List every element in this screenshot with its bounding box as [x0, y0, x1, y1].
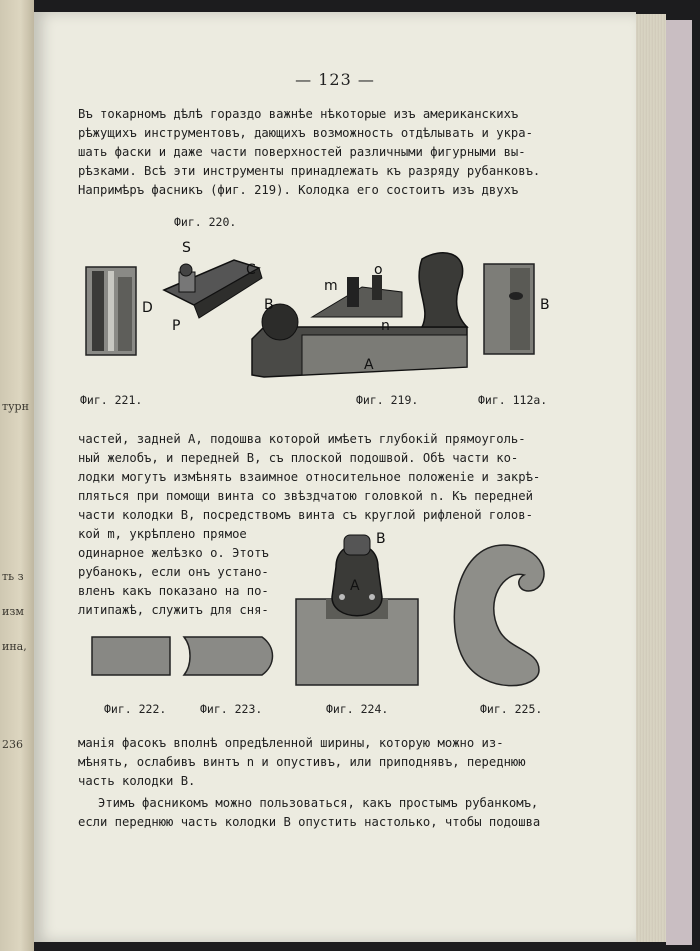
figure-label: S [182, 240, 191, 256]
text-line: мѣнять, ослабивъ винтъ n и опустивъ, или приподнявъ, переднюю [78, 755, 526, 769]
left-page-fragment: изм [2, 605, 24, 618]
text-line: одинарное желѣзко o. Этотъ [78, 546, 269, 560]
figure-label: A [350, 578, 360, 594]
figure-label: A [364, 357, 374, 373]
text-line: шать фаски и даже части поверхностей различными фигурными вы- [78, 145, 526, 159]
text-line: вленъ какъ показано на по- [78, 584, 269, 598]
figure-label: P [172, 318, 181, 334]
text-line: часть колодки B. [78, 774, 196, 788]
left-page-fragment: турн [2, 400, 29, 413]
text-line: части колодки B, посредствомъ винта съ круглой рифленой голов- [78, 508, 533, 522]
text-line: рѣзками. Всѣ эти инструменты принадлежать къ разряду рубанковъ. [78, 164, 541, 178]
figure-label: C [246, 262, 256, 278]
text-line: рѣжущихъ инструментовъ, дающихъ возможность отдѣлывать и укра- [78, 126, 533, 140]
fig-225-illustration [444, 540, 554, 695]
text-line: Въ токарномъ дѣлѣ гораздо важнѣе нѣкоторые изъ американскихъ [78, 107, 519, 121]
fig-112a-illustration [484, 264, 536, 356]
figure-label: B [376, 531, 386, 547]
text-line: если переднюю часть колодки B опустить настолько, чтобы подошва [78, 815, 541, 829]
book-page [34, 12, 636, 942]
left-page-fragment: 236 [2, 738, 23, 751]
figure-caption: Фиг. 223. [200, 702, 263, 716]
text-line: литипажѣ, служитъ для сня- [78, 603, 269, 617]
text-line: пляться при помощи винта со звѣздчатою головкой n. Къ передней [78, 489, 533, 503]
figure-caption: Фиг. 221. [80, 393, 143, 407]
book-cover [666, 20, 692, 945]
text-line: манія фасокъ вполнѣ опредѣленной ширины, которую можно из- [78, 736, 504, 750]
figure-caption: Фиг. 220. [174, 215, 237, 229]
figure-label: D [142, 300, 153, 316]
figure-caption: Фиг. 222. [104, 702, 167, 716]
figure-caption: Фиг. 225. [480, 702, 543, 716]
figure-label: n [381, 318, 390, 334]
page-edges [636, 14, 666, 942]
text-line: Напримѣръ фасникъ (фиг. 219). Колодка его состоитъ изъ двухъ [78, 183, 519, 197]
figure-label: B [264, 297, 274, 313]
text-line: частей, задней A, подошва которой имѣетъ глубокій прямоуголь- [78, 432, 526, 446]
text-line: ный желобъ, и передней B, съ плоской подошвой. Обѣ части ко- [78, 451, 519, 465]
text-line: лодки могутъ измѣнять взаимное относительное положеніе и закрѣ- [78, 470, 541, 484]
fig-222-illustration [92, 637, 172, 677]
figure-caption: Фиг. 219. [356, 393, 419, 407]
figure-label: B [540, 297, 550, 313]
fig-223-illustration [184, 637, 276, 677]
text-line: кой m, укрѣплено прямое [78, 527, 247, 541]
fig-221-illustration [86, 267, 138, 357]
left-page-edge [0, 0, 34, 951]
figure-caption: Фиг. 112a. [478, 393, 548, 407]
figure-label: o [374, 262, 383, 278]
figure-label: m [324, 278, 338, 294]
page-number: — 123 — [295, 70, 375, 89]
left-page-fragment: ина, [2, 640, 27, 653]
fig-224-illustration [296, 527, 421, 687]
text-line: Этимъ фасникомъ можно пользоваться, какъ простымъ рубанкомъ, [98, 796, 539, 810]
figure-caption: Фиг. 224. [326, 702, 389, 716]
text-line: рубанокъ, если онъ устано- [78, 565, 269, 579]
left-page-fragment: ть з [2, 570, 24, 583]
